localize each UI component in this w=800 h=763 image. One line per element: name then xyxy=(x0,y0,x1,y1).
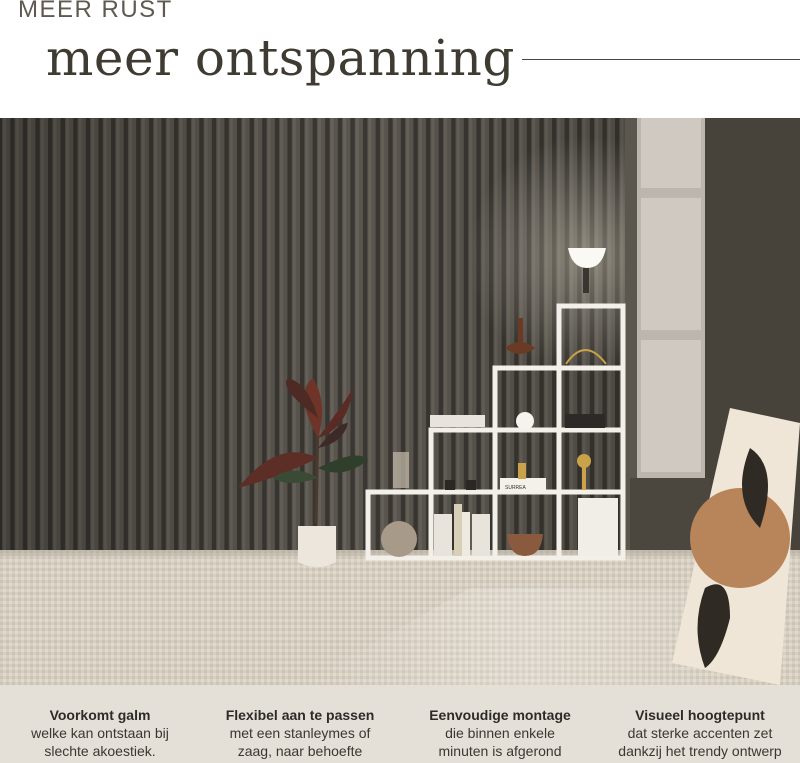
feature-text: welke kan ontstaan bij xyxy=(31,725,169,741)
header-divider xyxy=(522,59,800,60)
feature-title: Flexibel aan te passen xyxy=(225,707,375,723)
feature-title: Visueel hoogtepunt xyxy=(635,707,765,723)
feature-text: zaag, naar behoefte xyxy=(237,743,363,759)
feature-text: slechte akoestiek. xyxy=(44,743,156,759)
feature-text: met een stanleymes of xyxy=(229,725,371,741)
headline: meer ontspanning xyxy=(46,29,515,87)
feature-text: dat sterke accenten zet xyxy=(627,725,773,741)
header xyxy=(0,0,800,118)
feature-item xyxy=(600,685,800,763)
eyebrow-text: MEER RUST xyxy=(18,0,173,23)
feature-item xyxy=(0,685,200,763)
feature-item xyxy=(200,685,400,763)
feature-bar xyxy=(0,685,800,763)
hero-photo xyxy=(0,118,800,685)
feature-text: die binnen enkele xyxy=(445,725,555,741)
feature-title: Voorkomt galm xyxy=(49,707,151,723)
feature-title: Eenvoudige montage xyxy=(429,707,571,723)
book-label: SURREA xyxy=(505,485,526,491)
feature-item xyxy=(400,685,600,763)
feature-text: minuten is afgerond xyxy=(438,743,562,759)
feature-text: dankzij het trendy ontwerp xyxy=(618,743,782,759)
